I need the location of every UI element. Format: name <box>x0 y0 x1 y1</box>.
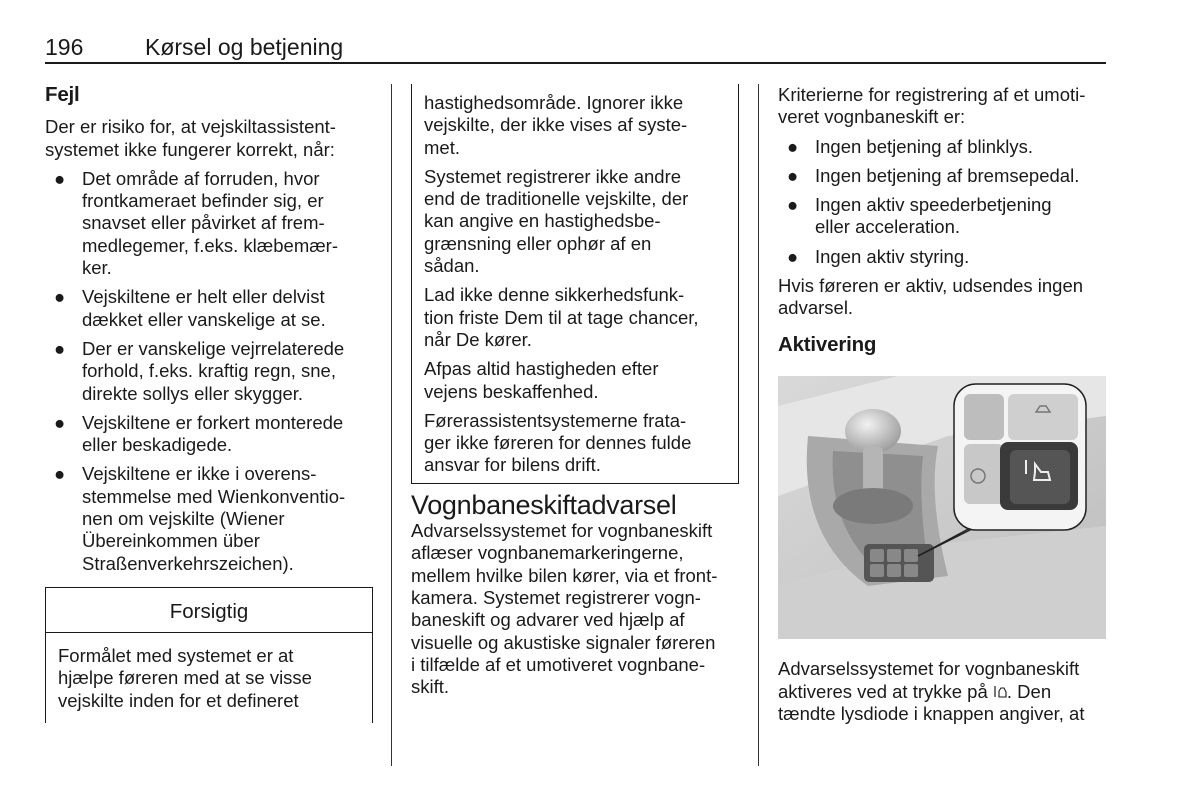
bullet-icon: ● <box>54 167 66 189</box>
body-paragraph: Advarselssystemet for vognbaneskift aflæser vognbanemarkeringerne, mellem hvilke bilen kører, via et front- kamera. Systemet registrerer vogn- baneskift og advarer ved hjælp af visuelle og akustiske signaler føreren i tilfælde af et umotiveret vognbane- skift. <box>411 520 718 698</box>
page-header <box>45 34 1106 64</box>
bullet-icon: ● <box>54 337 66 359</box>
section-title-vognbaneskift: Vognbaneskiftadvarsel <box>411 489 677 520</box>
caution-paragraph: Systemet registrerer ikke andre end de traditionelle vejskilte, der kan angive en hastighedsbe- grænsning eller ophør af en sådan. <box>424 165 689 277</box>
list-item: ● Vejskiltene er ikke i overens- stemmelse med Wienkonventio- nen om vejskilte (Wiener Übereinkommen über Straßenverkehrszeichen). <box>54 463 346 574</box>
list-item: ● Det område af forruden, hvor frontkameraet befinder sig, er snavset eller påvirket af frem- medlegemer, f.eks. klæbemær- ker. <box>54 167 339 279</box>
section-heading-aktivering: Aktivering <box>778 332 877 356</box>
list-item: ● Vejskiltene er helt eller delvist dækket eller vanskelige at se. <box>54 286 326 330</box>
fault-list <box>45 168 372 575</box>
page-number: 196 <box>45 34 84 60</box>
criteria-list <box>778 136 1108 268</box>
column-2 <box>411 84 739 705</box>
section-heading-fejl: Fejl <box>45 83 80 106</box>
bullet-icon: ● <box>787 245 799 267</box>
caution-box <box>45 587 373 723</box>
bullet-icon: ● <box>787 135 799 157</box>
list-item: ● Der er vanskelige vejrrelaterede forhold, f.eks. kraftig regn, sne, direkte sollys eller skygger. <box>54 337 345 404</box>
chapter-title: Kørsel og betjening <box>145 34 344 60</box>
lane-departure-icon <box>993 684 1007 700</box>
list-item: ● Ingen aktiv speederbetjening eller acceleration. <box>787 194 1052 238</box>
criteria-intro: Kriterierne for registrering af et umoti- veret vognbaneskift er: <box>778 84 1086 128</box>
button-detail-inset <box>954 384 1086 530</box>
bullet-icon: ● <box>787 164 799 186</box>
caution-box-continued <box>411 84 739 484</box>
list-item: ● Vejskiltene er forkert monterede eller beskadigede. <box>54 411 344 456</box>
caution-body: Formålet med systemet er at hjælpe føreren med at se visse vejskilte inden for et defineret <box>58 645 312 711</box>
list-item: ● Ingen betjening af bremsepedal. <box>787 164 1080 186</box>
console-switch-panel <box>864 544 934 582</box>
center-console-photo <box>778 376 1106 639</box>
column-divider <box>758 84 759 766</box>
list-item: ● Ingen aktiv styring. <box>787 245 970 267</box>
list-item: ● Ingen betjening af blinklys. <box>787 135 1034 157</box>
bullet-icon: ● <box>54 411 66 433</box>
column-1 <box>45 84 372 582</box>
activation-paragraph: Advarselssystemet for vognbaneskift aktiveres ved at trykke på . Den tændte lysdiode i knappen angiver, at <box>778 658 1085 724</box>
column-3 <box>778 84 1108 732</box>
caution-paragraph: Lad ikke denne sikkerhedsfunk- tion friste Dem til at tage chancer, når De kører. <box>424 284 699 350</box>
driver-active-note: Hvis føreren er aktiv, udsendes ingen advarsel. <box>778 275 1084 319</box>
bullet-icon: ● <box>54 286 66 308</box>
bullet-icon: ● <box>787 194 799 216</box>
bullet-icon: ● <box>54 463 66 485</box>
caution-paragraph: Førerassistentsystemerne frata- ger ikke føreren for dennes fulde ansvar for bilens drift. <box>424 409 692 476</box>
caution-title: Forsigtig <box>46 588 372 633</box>
caution-paragraph: hastighedsområde. Ignorer ikke vejskilte, der ikke vises af syste- met. <box>424 92 688 158</box>
caution-paragraph: Afpas altid hastigheden efter vejens beskaffenhed. <box>424 358 659 402</box>
column-divider <box>391 84 392 766</box>
intro-paragraph: Der er risiko for, at vejskiltassistent- systemet ikke fungerer korrekt, når: <box>45 116 336 160</box>
